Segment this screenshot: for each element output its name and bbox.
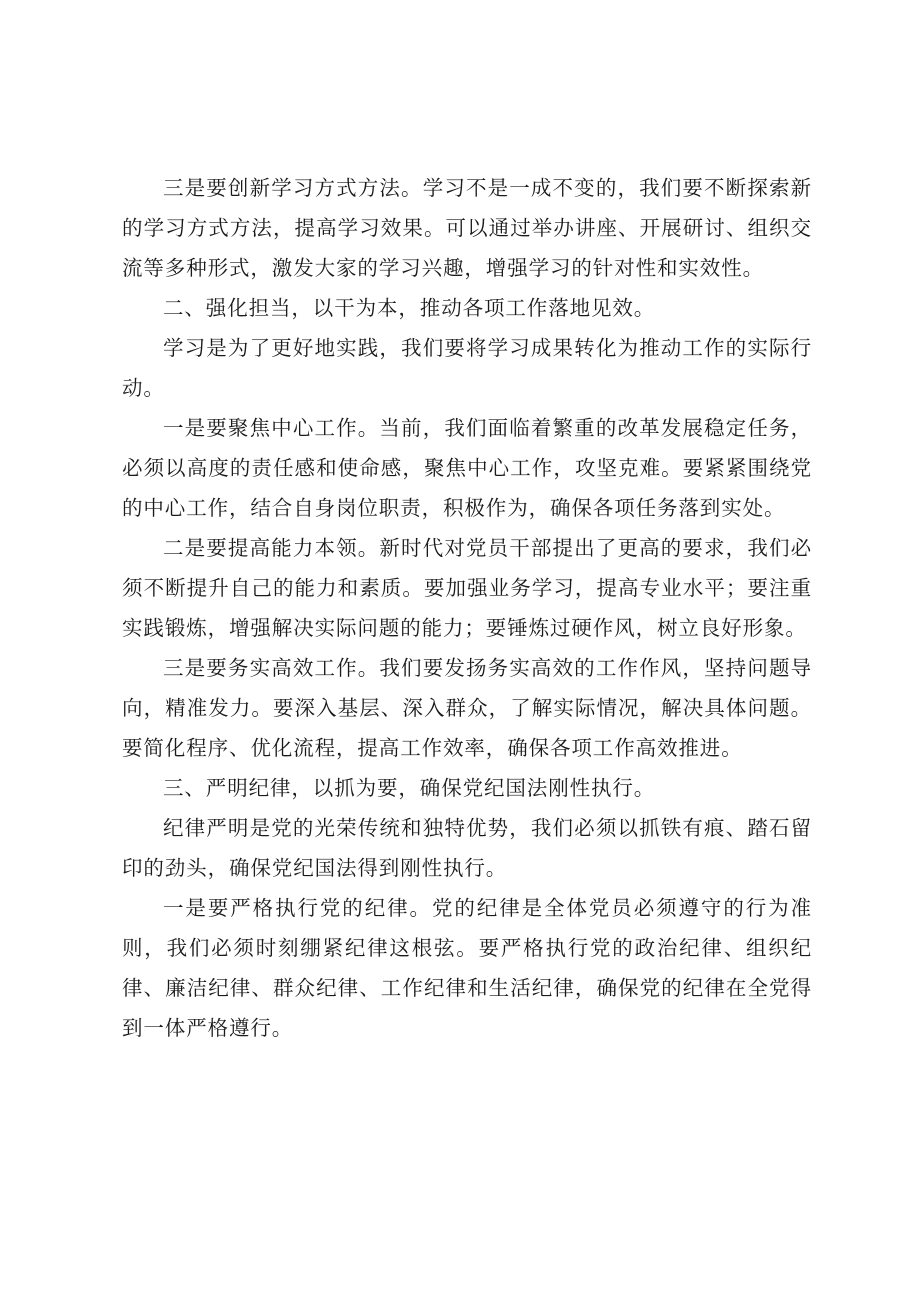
paragraph-focus-central-work: 一是要聚焦中心工作。当前，我们面临着繁重的改革发展稳定任务，必须以高度的责任感和使命感，聚焦中心工作，攻坚克难。要紧紧围绕党的中心工作，结合自身岗位职责，积极作为，确保各项任务落到实处。 [122, 416, 812, 520]
document-body [122, 168, 812, 1048]
paragraph-enforce-party-discipline: 一是要严格执行党的纪律。党的纪律是全体党员必须遵守的行为准则，我们必须时刻绷紧纪律这根弦。要严格执行党的政治纪律、组织纪律、廉洁纪律、群众纪律、工作纪律和生活纪律，确保党的纪律在全党得到一体严格遵行。 [122, 896, 812, 1040]
section-heading-2: 二、强化担当，以干为本，推动各项工作落地见效。 [163, 296, 656, 320]
paragraph-efficient-work: 三是要务实高效工作。我们要发扬务实高效的工作作风，坚持问题导向，精准发力。要深入基层、深入群众，了解实际情况，解决具体问题。要简化程序、优化流程，提高工作效率，确保各项工作高效推进。 [122, 656, 812, 760]
paragraph-innovate-study-methods: 三是要创新学习方式方法。学习不是一成不变的，我们要不断探索新的学习方式方法，提高学习效果。可以通过举办讲座、开展研讨、组织交流等多种形式，激发大家的学习兴趣，增强学习的针对性和实效性。 [122, 176, 812, 280]
paragraph-discipline-tradition: 纪律严明是党的光荣传统和独特优势，我们必须以抓铁有痕、踏石留印的劲头，确保党纪国法得到刚性执行。 [122, 816, 812, 880]
paragraph-improve-abilities: 二是要提高能力本领。新时代对党员干部提出了更高的要求，我们必须不断提升自己的能力和素质。要加强业务学习，提高专业水平；要注重实践锻炼，增强解决实际问题的能力；要锤炼过硬作风，树立良好形象。 [122, 536, 812, 640]
paragraph-study-to-practice: 学习是为了更好地实践，我们要将学习成果转化为推动工作的实际行动。 [122, 336, 812, 400]
section-heading-3: 三、严明纪律，以抓为要，确保党纪国法刚性执行。 [163, 776, 656, 800]
